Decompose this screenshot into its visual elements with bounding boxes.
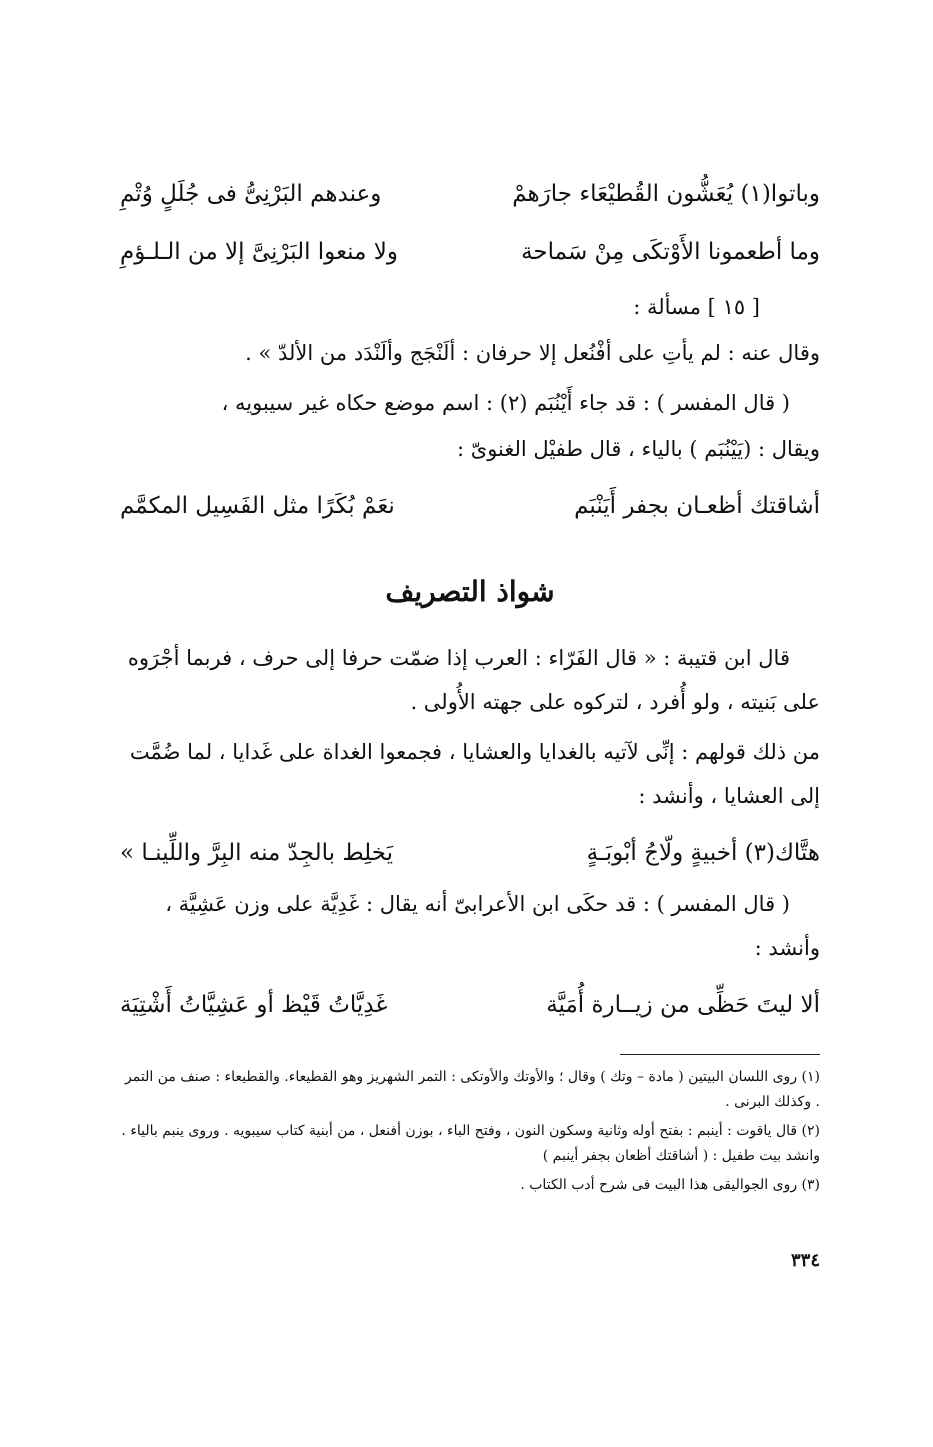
paragraph: من ذلك قولهم : إنِّى لآتيه بالغدايا والعشايا ، فجمعوا الغداة على غَدايا ، لما ضُمَّت إلى العشايا ، وأنشد : bbox=[129, 740, 820, 808]
verse-line bbox=[120, 165, 820, 223]
paragraph: ويقال : (يَيْنُبَم ) بالياء ، قال طفيْل الغنوىّ : bbox=[457, 437, 820, 461]
footnote: (٣) روى الجواليقى هذا البيت فى شرح أدب الكتاب . bbox=[520, 1177, 820, 1193]
verse-line bbox=[120, 477, 820, 535]
paragraph: ( قال المفسر ) : قد حكَى ابن الأعرابىّ أنه يقال : غَدِيَّة على وزن عَشِيَّة ، وأنشد : bbox=[165, 892, 820, 960]
hemistich-second: نعَمْ بُكَرًا مثل الفَسِيل المكمَّم bbox=[120, 493, 395, 519]
hemistich-second: غَدِيَّاتُ قَيْظ أو عَشِيَّاتُ أَشْتِيَة bbox=[120, 992, 388, 1018]
hemistich-first: أشاقتك أظعـان بجفر أَيَنْبَم bbox=[574, 493, 820, 519]
footnote-divider bbox=[620, 1054, 820, 1055]
hemistich-second: وعندهم البَرْنِىُّ فى جُلَلٍ وُتْمِ bbox=[120, 181, 382, 207]
page-body bbox=[120, 165, 820, 1198]
page-number: ٣٣٤ bbox=[790, 1250, 820, 1271]
footnote: (١) روى اللسان البيتين ( مادة – وتك ) وقال ؛ والأوتك والأوتكى : التمر الشهريز وهو القطيعاء. والقطيعاء : صنف من التمر . وكذلك البرنى . bbox=[125, 1069, 820, 1110]
hemistich-second: ولا منعوا البَرْنِىَّ إلا من الـلـؤمِ bbox=[120, 239, 398, 265]
hemistich-first: هتَّاك(٣) أخبيةٍ ولّاجُ أبْوبَـةٍ bbox=[586, 840, 820, 866]
verse-line bbox=[120, 824, 820, 882]
mas-ala-label: [ ١٥ ] مسألة : bbox=[633, 295, 760, 319]
verse-line bbox=[120, 223, 820, 281]
hemistich-first: وما أطعمونا الأَوْتكَى مِنْ سَماحة bbox=[521, 239, 820, 265]
paragraph: وقال عنه : لم يأتِ على أفْنُعل إلا حرفان : ألَنْجَج وألَنْدَد من الألدّ » . bbox=[245, 341, 820, 365]
section-heading: شواذ التصريف bbox=[385, 575, 555, 608]
footnote: (٢) قال ياقوت : أينبم : بفتح أوله وثانية وسكون النون ، وفتح الباء ، بوزن أفنعل ، من أبنية كتاب سيبويه . وروى ينبم بالياء . وانشد بيت طفيل : ( أشاقتك أظعان بجفر أينبم ) bbox=[121, 1123, 820, 1164]
hemistich-second: يَخلِط بالجِدّ منه البِرَّ واللِّينـا » bbox=[120, 840, 394, 866]
paragraph: ( قال المفسر ) : قد جاء أَيْنُبَم (٢) : اسم موضع حكاه غير سيبويه ، bbox=[221, 391, 790, 415]
paragraph: قال ابن قتيبة : « قال الفَرّاء : العرب إذا ضمّت حرفا إلى حرف ، فربما أجْرَوه على بَنيته ، ولو أُفرد ، لتركوه على جهته الأُولى . bbox=[127, 646, 820, 714]
verse-line bbox=[120, 976, 820, 1034]
hemistich-first: ألا ليتَ حَظِّى من زيــارة أُمَيَّة bbox=[546, 992, 820, 1018]
hemistich-first: وباتوا(١) يُعَشُّون القُطيْعَاء جارَهمْ bbox=[512, 181, 820, 207]
